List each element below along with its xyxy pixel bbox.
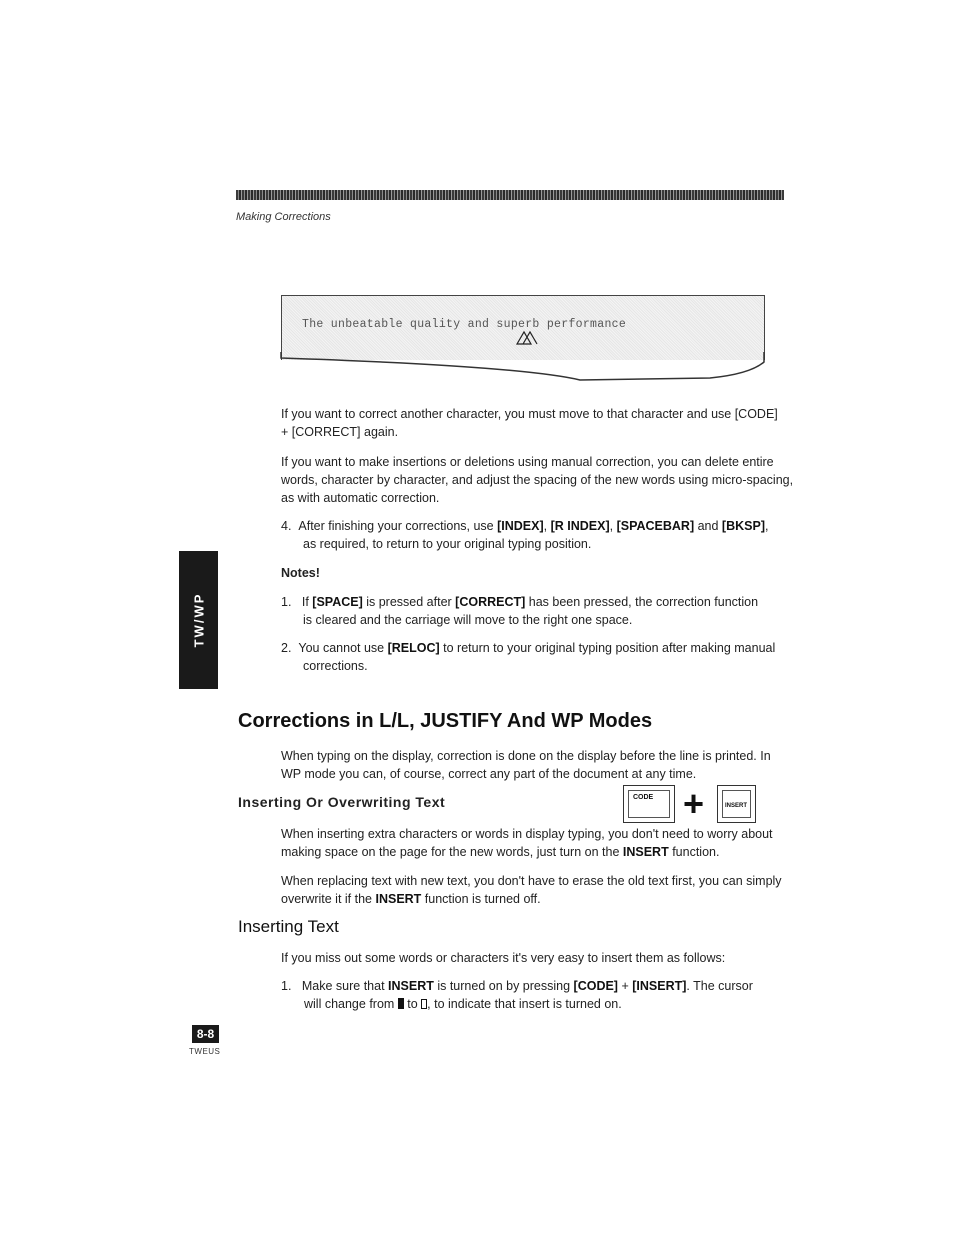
- paragraph-correct-another: If you want to correct another character, you must move to that character and use [CODE] + [CORRECT] again.: [281, 407, 778, 439]
- header-rule: [236, 190, 784, 200]
- display-curve-edge: [280, 352, 766, 382]
- paragraph-overwriting: When replacing text with new text, you don't have to erase the old text first, you can simply overwrite it if the INSERT function is turned off.: [281, 874, 782, 906]
- subheading-inserting-overwriting: Inserting Or Overwriting Text: [238, 794, 446, 810]
- paragraph-inserting: When inserting extra characters or words in display typing, you don't need to worry about making space on the page for the new words, just turn on the INSERT function.: [281, 827, 773, 859]
- step-4: 4. After finishing your corrections, use [INDEX], [R INDEX], [SPACEBAR] and [BKSP], as required, to return to your original typing position.: [281, 519, 769, 551]
- inserting-step-1: 1. Make sure that INSERT is turned on by pressing [CODE] + [INSERT]. The cursor will change from to , to indicate that insert is turned on.: [281, 979, 753, 1011]
- manual-code: TWEUS: [189, 1047, 221, 1056]
- correction-cursor-icon: [514, 330, 540, 346]
- display-text: The unbeatable quality and superb performance: [302, 318, 627, 331]
- section-side-tab: [179, 551, 218, 689]
- note-1: 1. If [SPACE] is pressed after [CORRECT] has been pressed, the correction function is cleared and the carriage will move to the right one space.: [281, 595, 759, 627]
- paragraph-corrections-modes: When typing on the display, correction is done on the display before the line is printed. In WP mode you can, of course, correct any part of the document at any time.: [281, 749, 771, 781]
- paragraph-manual-correction: If you want to make insertions or deletions using manual correction, you can delete entire words, character by character, and adjust the spacing of the new words using micro-spacing, as with automatic correction.: [281, 455, 794, 505]
- notes-heading: Notes!: [281, 566, 320, 580]
- plus-sign: +: [683, 783, 705, 824]
- page-number: 8-8: [192, 1025, 219, 1043]
- paragraph-inserting-intro: If you miss out some words or characters it's very easy to insert them as follows:: [281, 951, 726, 965]
- note-2: 2. You cannot use [RELOC] to return to your original typing position after making manual corrections.: [281, 641, 776, 673]
- side-tab-label: TW/WP: [191, 592, 206, 648]
- code-key-icon: CODE: [623, 785, 675, 823]
- running-head: Making Corrections: [236, 211, 331, 223]
- subheading-inserting-text: Inserting Text: [238, 917, 339, 936]
- section-heading-corrections: Corrections in L/L, JUSTIFY And WP Modes: [238, 710, 653, 732]
- insert-key-icon: INSERT: [717, 785, 756, 823]
